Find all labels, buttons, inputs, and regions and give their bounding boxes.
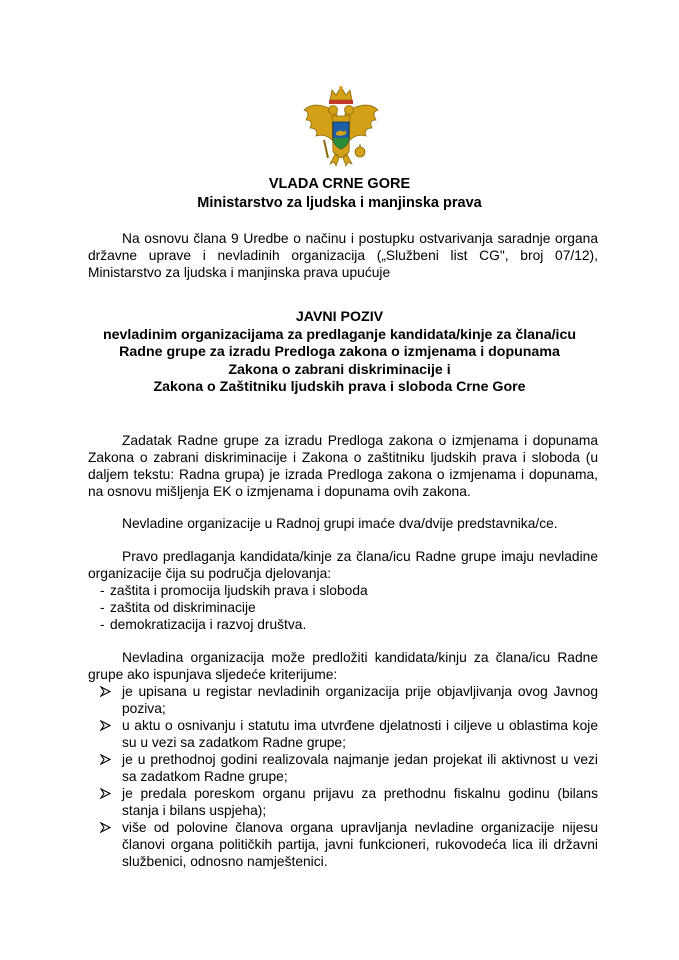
list-item (100, 819, 598, 870)
criterion-text: više od polovine članova organa upravljanja nevladine organizacije nijesu članovi organa političkih partija, javni funkcioneri, rukovodeća lica ili državni službenici, odnosno namještenici. (122, 820, 598, 869)
criterion-text: je predala poreskom organu prijavu za prethodnu fiskalnu godinu (bilans stanja i bilans uspjeha); (122, 786, 598, 818)
arrow-bullet-icon (100, 754, 111, 765)
montenegro-coat-of-arms-icon (302, 86, 380, 172)
arrow-bullet-icon (100, 720, 111, 731)
representatives-paragraph: Nevladine organizacije u Radnoj grupi imaće dva/dvije predstavnika/ce. (122, 516, 558, 531)
criteria-list (100, 683, 598, 870)
criteria-intro-paragraph: Nevladina organizacija može predložiti kandidata/kinju za člana/icu Radne grupe ako ispunjava sljedeće kriterijume: (88, 650, 598, 682)
list-item (100, 751, 598, 785)
arrow-bullet-icon (100, 686, 111, 697)
list-item (100, 785, 598, 819)
public-call-title (60, 309, 619, 397)
criterion-text: u aktu o osnivanju i statutu ima utvrđene djelatnosti i ciljeve u oblastima koje su u vezi sa zadatkom Radne grupe; (122, 718, 598, 750)
title-line: JAVNI POZIV (295, 309, 384, 325)
title-line: Radne grupe za izradu Predloga zakona o izmjenama i dopunama (119, 344, 560, 360)
criterion-text: je upisana u registar nevladinih organizacija prije objavljivanja ovog Javnog poziva; (122, 684, 598, 716)
title-line: nevladinim organizacijama za predlaganje kandidata/kinje za člana/icu (102, 326, 577, 343)
list-item: - zaštita od diskriminacije (88, 599, 598, 616)
areas-list (88, 582, 598, 633)
list-item (100, 683, 598, 717)
arrow-bullet-icon (100, 822, 111, 833)
task-paragraph: Zadatak Radne grupe za izradu Predloga zakona o izmjenama i dopunama Zakona o zabrani diskriminacije i Zakona o zaštitniku ljudskih prava i sloboda (u daljem tekstu: Radna grupa) je izrada Predloga zakona o izmjenama i dopunama, na osnovu mišljenja EK o izmjenama i dopunama ovih zakona. (88, 433, 598, 499)
arrow-bullet-icon (100, 788, 111, 799)
government-title: VLADA CRNE GORE (268, 176, 411, 192)
right-paragraph: Pravo predlaganja kandidata/kinje za člana/icu Radne grupe imaju nevladine organizacije čija su područja djelovanja: (88, 549, 598, 581)
title-line: Zakona o zabrani diskriminacije i (228, 361, 451, 378)
title-line: Zakona o Zaštitniku ljudskih prava i sloboda Crne Gore (153, 379, 526, 395)
list-item: - demokratizacija i razvoj društva. (88, 616, 598, 633)
criterion-text: je u prethodnoj godini realizovala najmanje jedan projekat ili aktivnost u vezi sa zadatkom Radne grupe; (122, 752, 598, 784)
list-item: - zaštita i promocija ljudskih prava i sloboda (88, 582, 598, 599)
list-item (100, 717, 598, 751)
intro-paragraph: Na osnovu člana 9 Uredbe o načinu i postupku ostvarivanja saradnje organa državne uprave i nevladinih organizacija („Službeni list CG", broj 07/12), Ministarstvo za ljudska i manjinska prava upućuje (88, 231, 598, 280)
ministry-title: Ministarstvo za ljudska i manjinska prava (197, 195, 482, 211)
